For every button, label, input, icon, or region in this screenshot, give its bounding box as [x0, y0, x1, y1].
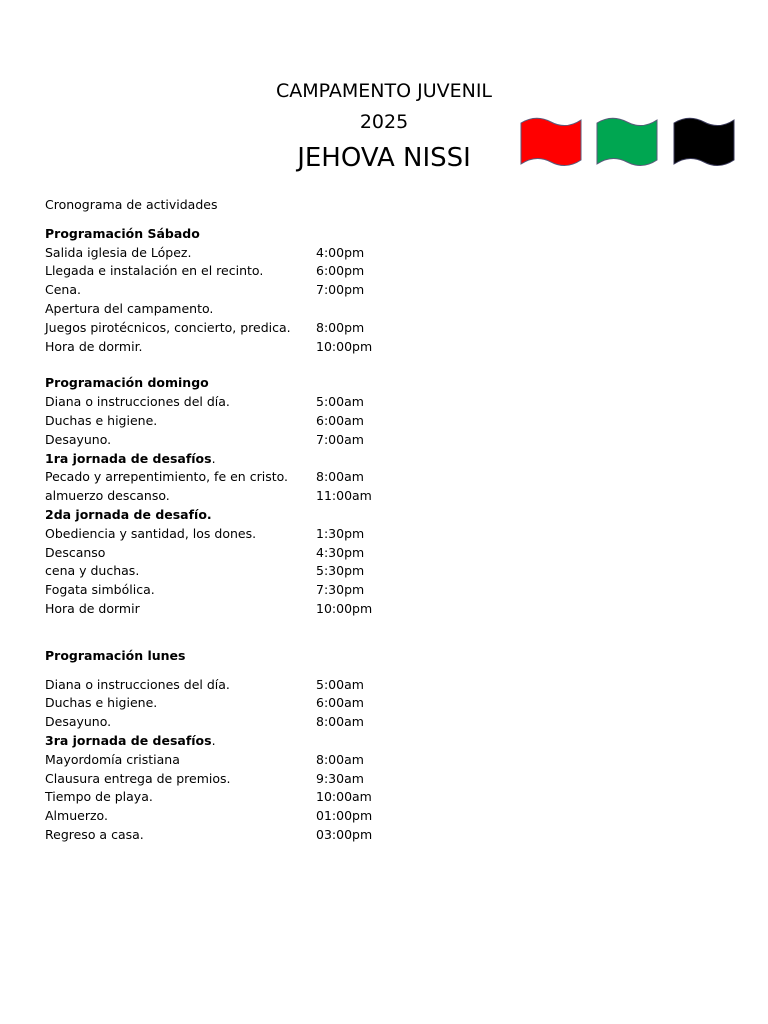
time: 5:00am	[316, 394, 364, 410]
schedule-row	[45, 244, 645, 263]
time: 5:30pm	[316, 563, 365, 579]
activity: Descanso	[45, 544, 106, 560]
time: 4:30pm	[316, 544, 365, 560]
schedule-row	[45, 600, 645, 619]
black-flag-icon	[671, 114, 737, 172]
schedule-row	[45, 581, 645, 600]
subheading-jornada-3	[45, 732, 645, 751]
time: 6:00pm	[316, 263, 365, 279]
activity: Fogata simbólica.	[45, 582, 155, 598]
time: 9:30am	[316, 770, 364, 786]
time: 6:00am	[316, 695, 364, 711]
schedule-row	[45, 544, 645, 563]
time: 8:00am	[316, 469, 364, 485]
activity: Desayuno.	[45, 714, 112, 730]
flags-group	[518, 114, 738, 174]
time: 8:00am	[316, 751, 364, 767]
activity: Duchas e higiene.	[45, 695, 158, 711]
activity: Mayordomía cristiana	[45, 751, 180, 767]
activity: Clausura entrega de premios.	[45, 770, 231, 786]
activity: cena y duchas.	[45, 563, 140, 579]
schedule-row	[45, 468, 645, 487]
activity: Regreso a casa.	[45, 826, 144, 842]
time: 11:00am	[316, 488, 372, 504]
activity: Cena.	[45, 282, 81, 298]
activity: Duchas e higiene.	[45, 412, 158, 428]
red-flag-icon	[518, 114, 584, 172]
activity: Diana o instrucciones del día.	[45, 676, 230, 692]
activity: Juegos pirotécnicos, concierto, predica.	[45, 319, 291, 335]
activity: Llegada e instalación en el recinto.	[45, 263, 264, 279]
activity: Diana o instrucciones del día.	[45, 394, 230, 410]
time: 8:00am	[316, 714, 364, 730]
schedule-row	[45, 300, 645, 319]
section-heading-lunes: Programación lunes	[45, 647, 186, 663]
schedule-row	[45, 262, 645, 281]
activity: Hora de dormir	[45, 600, 140, 616]
schedule-row	[45, 525, 645, 544]
schedule-row	[45, 788, 645, 807]
intro-text: Cronograma de actividades	[45, 197, 218, 212]
subheading-suffix: .	[211, 732, 216, 748]
schedule-row	[45, 487, 645, 506]
time: 10:00am	[316, 789, 372, 805]
subheading-suffix: .	[211, 450, 216, 466]
activity: Hora de dormir.	[45, 338, 143, 354]
activity: Salida iglesia de López.	[45, 244, 192, 260]
schedule	[45, 196, 645, 845]
schedule-row	[45, 694, 645, 713]
schedule-row	[45, 431, 645, 450]
time: 4:00pm	[316, 244, 365, 260]
time: 7:00pm	[316, 282, 365, 298]
section-heading-domingo: Programación domingo	[45, 375, 209, 391]
title-year: 2025	[359, 111, 409, 133]
time: 1:30pm	[316, 525, 365, 541]
time: 01:00pm	[316, 808, 373, 824]
schedule-row	[45, 676, 645, 695]
activity: Almuerzo.	[45, 808, 108, 824]
title-line1: CAMPAMENTO JUVENIL	[275, 80, 493, 102]
time: 10:00pm	[316, 338, 373, 354]
schedule-row	[45, 393, 645, 412]
schedule-row	[45, 338, 645, 357]
time: 7:30pm	[316, 582, 365, 598]
time: 6:00am	[316, 412, 364, 428]
schedule-row	[45, 770, 645, 789]
time: 7:00am	[316, 431, 364, 447]
schedule-row	[45, 281, 645, 300]
schedule-row	[45, 751, 645, 770]
time: 10:00pm	[316, 600, 373, 616]
schedule-row	[45, 713, 645, 732]
activity: Tiempo de playa.	[45, 789, 153, 805]
time: 8:00pm	[316, 319, 365, 335]
time: 03:00pm	[316, 826, 373, 842]
schedule-row	[45, 412, 645, 431]
activity: almuerzo descanso.	[45, 488, 170, 504]
green-flag-icon	[594, 114, 660, 172]
activity: Apertura del campamento.	[45, 300, 214, 316]
section-heading-sabado: Programación Sábado	[45, 225, 200, 241]
activity: Obediencia y santidad, los dones.	[45, 525, 257, 541]
subheading-text: 3ra jornada de desafíos	[45, 732, 212, 748]
subheading-jornada-2: 2da jornada de desafío.	[45, 506, 212, 522]
time: 5:00am	[316, 676, 364, 692]
title-name: JEHOVA NISSI	[297, 143, 471, 173]
activity: Pecado y arrepentimiento, fe en cristo.	[45, 469, 289, 485]
schedule-row	[45, 562, 645, 581]
activity: Desayuno.	[45, 431, 112, 447]
schedule-row	[45, 826, 645, 845]
subheading-jornada-1	[45, 450, 645, 469]
schedule-row	[45, 319, 645, 338]
subheading-text: 1ra jornada de desafíos	[45, 450, 212, 466]
schedule-row	[45, 807, 645, 826]
